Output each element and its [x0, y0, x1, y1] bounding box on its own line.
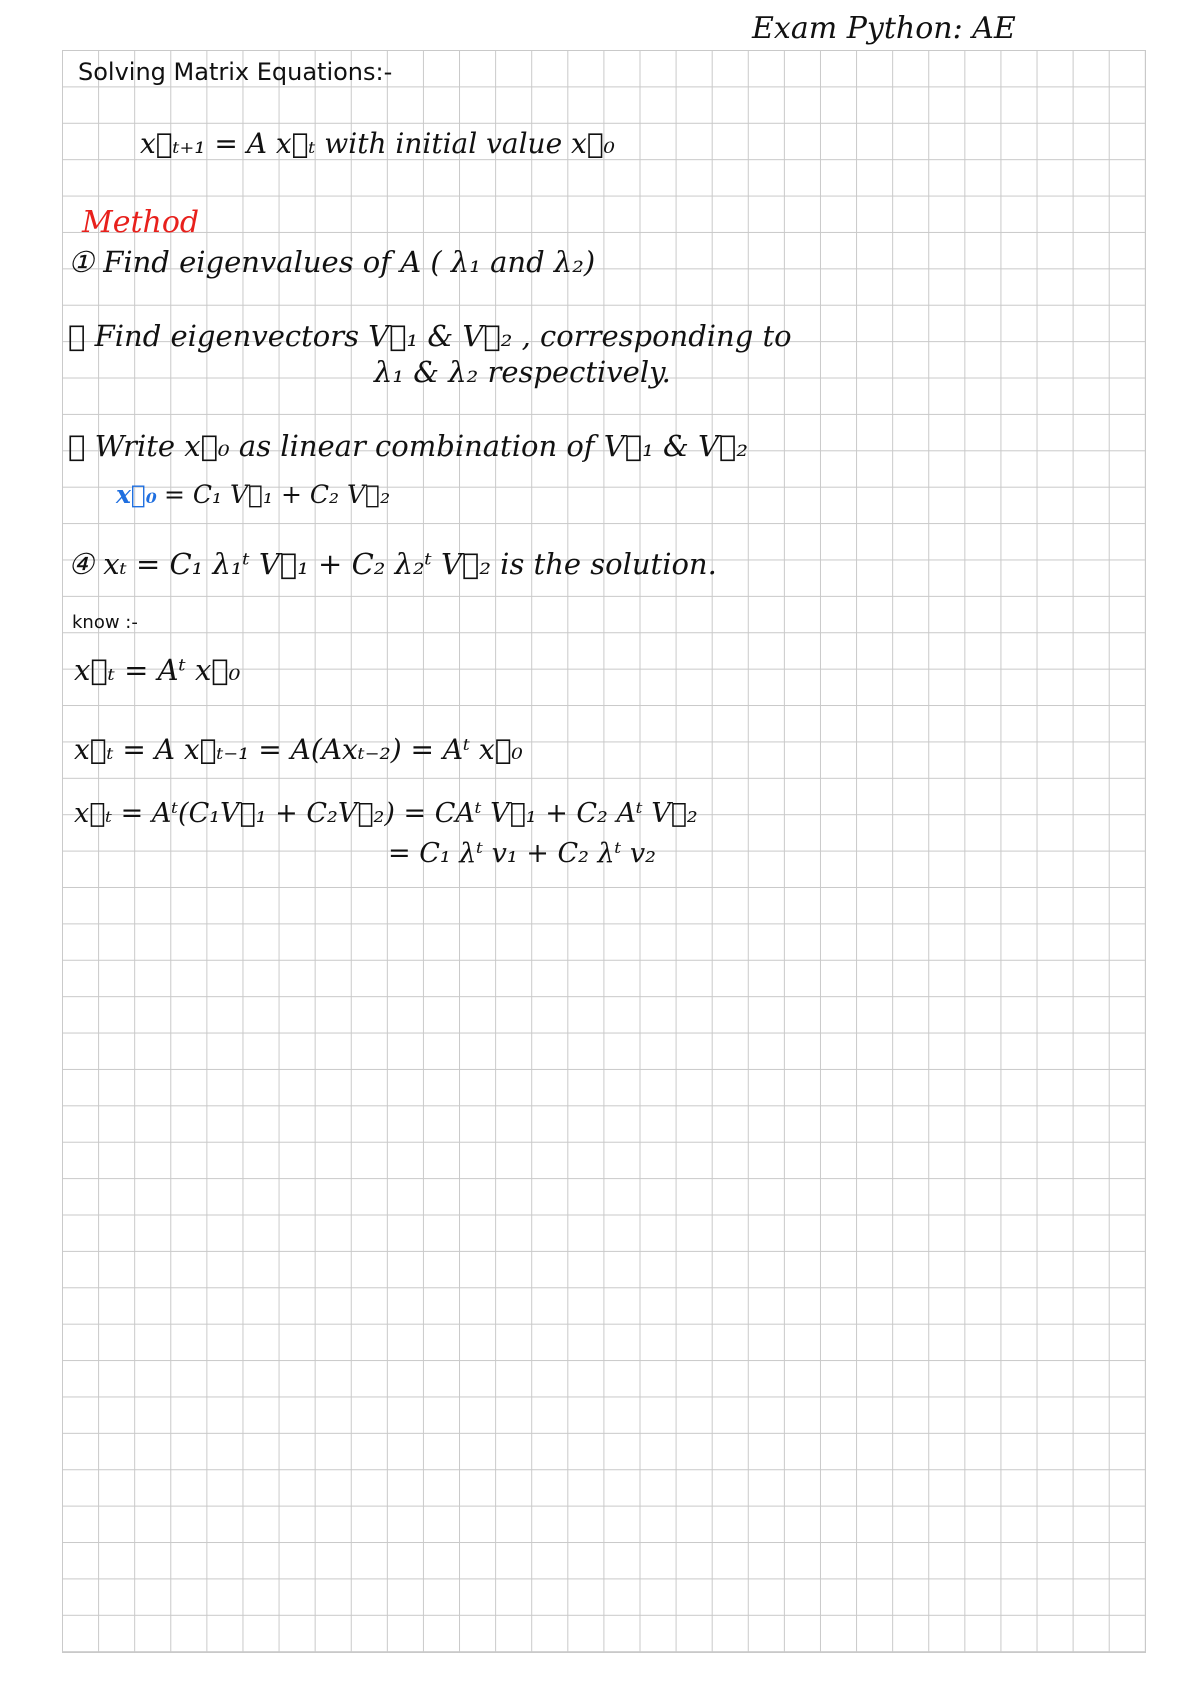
step-1: ① Find eigenvalues of A ( λ₁ and λ₂): [68, 245, 596, 279]
notes-title: Solving Matrix Equations:-: [78, 58, 393, 86]
derivation-line-1: x⃗ₜ = Aᵗ x⃗₀: [74, 653, 241, 687]
know-label: know :-: [72, 612, 138, 633]
page-header: Exam Python: AE: [752, 11, 1016, 46]
step-3: ③ Write x⃗₀ as linear combination of V⃗₁ & V⃗₂: [68, 429, 748, 463]
step-3-combination: = C₁ V⃗₁ + C₂ V⃗₂: [164, 480, 391, 509]
x0-vector-blue: x⃗₀: [116, 480, 157, 509]
method-label: Method: [82, 205, 200, 240]
derivation-line-3: x⃗ₜ = Aᵗ(C₁V⃗₁ + C₂V⃗₂) = CAᵗ V⃗₁ + C₂ Aᵗ V⃗₂: [74, 798, 698, 829]
derivation-line-4: = C₁ λᵗ v₁ + C₂ λᵗ v₂: [388, 838, 656, 869]
recurrence-equation: x⃗ₜ₊₁ = A x⃗ₜ with initial value x⃗₀: [140, 127, 615, 160]
step-2-continued: λ₁ & λ₂ respectively.: [374, 355, 671, 389]
derivation-line-2: x⃗ₜ = A x⃗ₜ₋₁ = A(Axₜ₋₂) = Aᵗ x⃗₀: [74, 733, 523, 766]
step-2: ② Find eigenvectors V⃗₁ & V⃗₂ , corresponding to: [68, 319, 792, 353]
step-4: ④ xₜ = C₁ λ₁ᵗ V⃗₁ + C₂ λ₂ᵗ V⃗₂ is the solution.: [68, 547, 717, 581]
